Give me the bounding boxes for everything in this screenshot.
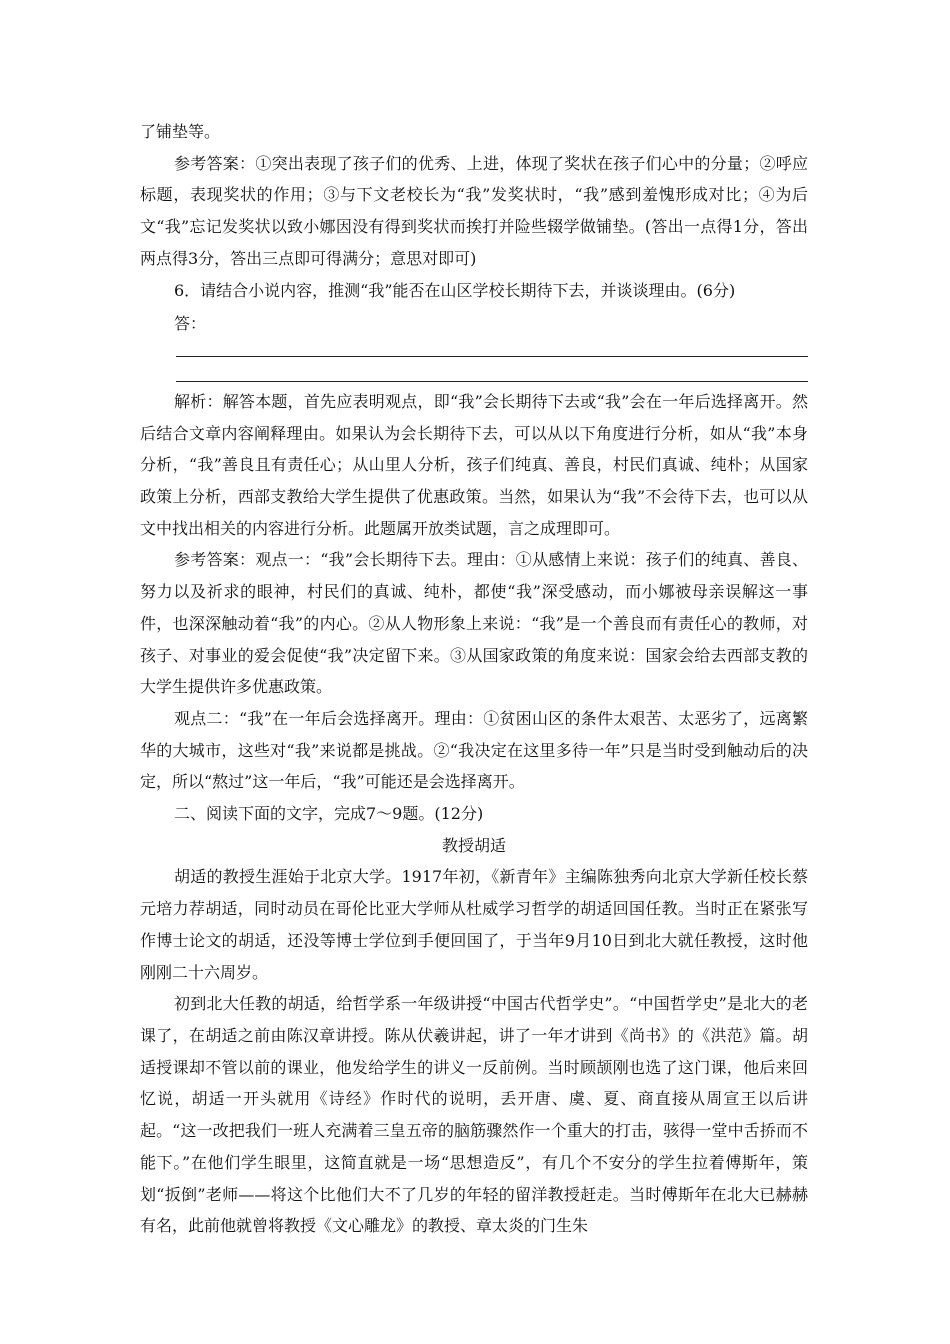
analysis-6: 解析：解答本题，首先应表明观点，即“我”会长期待下去或“我”会在一年后选择离开。然后结合文章内容阐释理由。如果认为会长期待下去，可以从以下角度进行分析，如从“我”本身分析，“我”善良且有责任心；从山里人分析，孩子们纯真、善良，村民们真诚、纯朴；从国家政策上分析，西部支教给大学生提供了优惠政策。当然，如果认为“我”不会待下去，也可以从文中找出相关的内容进行分析。此题属开放类试题，言之成理即可。: [140, 391, 808, 538]
answer-line-2: [176, 381, 808, 382]
viewpoint-two: 观点二：“我”在一年后会选择离开。理由：①贫困山区的条件太艰苦、太恶劣了，远离繁华的大城市，这些对“我”来说都是挑战。②“我决定在这里多待一年”只是当时受到触动后的决定，所以“熬过”这一年后，“我”可能还是会选择离开。: [140, 708, 808, 792]
continued-line: 了铺垫等。: [140, 122, 221, 141]
reference-answer-5: 参考答案：①突出表现了孩子们的优秀、上进，体现了奖状在孩子们心中的分量；②呼应标题，表现奖状的作用；③与下文老校长为“我”发奖状时，“我”感到羞愧形成对比；④为后文“我”忘记发奖状以致小娜因没有得到奖状而挨打并险些辍学做铺垫。(答出一点得1分，答出两点得3分，答出三点即可得满分；意思对即可): [140, 153, 808, 268]
section-two-heading: 二、阅读下面的文字，完成7～9题。(12分): [174, 804, 484, 824]
question-6: 6．请结合小说内容，推测“我”能否在山区学校长期待下去，并谈谈理由。(6分): [174, 280, 736, 300]
answer-label: 答：: [174, 314, 207, 334]
article-paragraph-1: 胡适的教授生涯始于北京大学。1917年初，《新青年》主编陈独秀向北京大学新任校长蔡元培力荐胡适，同时动员在哥伦比亚大学师从杜威学习哲学的胡适回国任教。当时正在紧张写作博士论文的胡适，还没等博士学位到手便回国了，于当年9月10日到北大就任教授，这时他刚刚二十六周岁。: [140, 867, 808, 982]
reference-answer-6: 参考答案：观点一：“我”会长期待下去。理由：①从感情上来说：孩子们的纯真、善良、努力以及祈求的眼神，村民们的真诚、纯朴，都使“我”深受感动，而小娜被母亲误解这一事件，也深深触动着“我”的内心。②从人物形象上来说：“我”是一个善良而有责任心的教师，对孩子、对事业的爱会促使“我”决定留下来。③从国家政策的角度来说：国家会给去西部支教的大学生提供许多优惠政策。: [140, 550, 808, 697]
document-page: [140, 116, 808, 1242]
article-title: 教授胡适: [441, 835, 506, 855]
article-paragraph-2: 初到北大任教的胡适，给哲学系一年级讲授“中国古代哲学史”。“中国哲学史”是北大的老课了，在胡适之前由陈汉章讲授。陈从伏羲讲起，讲了一年才讲到《尚书》的《洪范》篇。胡适授课却不管以前的课业，他发给学生的讲义一反前例。当时顾颉刚也选了这门课，他后来回忆说，胡适一开头就用《诗经》作时代的说明，丢开唐、虞、夏、商直接从周宣王以后讲起。“这一改把我们一班人充满着三皇五帝的脑筋骤然作一个重大的打击，骇得一堂中舌挢而不能下。”在他们学生眼里，这简直就是一场“思想造反”，有几个不安分的学生拉着傅斯年，策划“扳倒”老师——将这个比他们大不了几岁的年轻的留洋教授赶走。当时傅斯年在北大已赫赫有名，此前他就曾将教授《文心雕龙》的教授、章太炎的门生朱: [140, 994, 808, 1236]
answer-line-1: [176, 356, 808, 357]
